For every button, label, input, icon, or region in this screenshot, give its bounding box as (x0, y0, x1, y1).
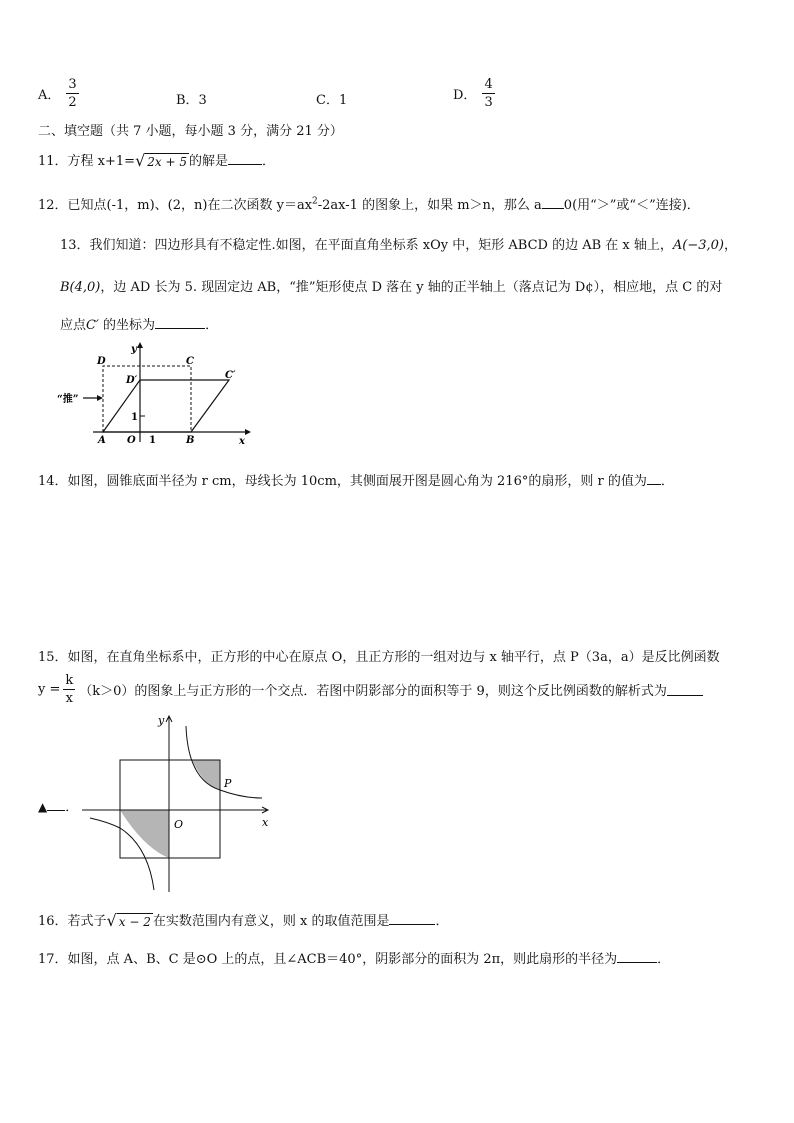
q15-shade-upper (192, 760, 220, 790)
answer-blank-13[interactable] (155, 316, 205, 329)
question-16 (38, 910, 448, 930)
question-13-line3 (60, 314, 218, 333)
answer-blank-15[interactable] (667, 683, 703, 696)
q15-triangle-icon: ▲ (38, 800, 48, 814)
option-d-fraction (482, 78, 494, 109)
option-a-fraction (66, 78, 78, 109)
q15-figure (82, 710, 282, 892)
q13-label-c-prime: C′ (225, 370, 236, 381)
q13-parallelogram (103, 380, 229, 432)
question-13-line2 (60, 276, 722, 295)
q14-end: ． (660, 474, 674, 489)
option-a (38, 78, 79, 109)
q13-point-a: A(−3,0) (672, 238, 725, 253)
q13-y-arrow-icon (137, 342, 143, 348)
question-12 (38, 194, 700, 213)
q13-label-b: B (186, 435, 195, 446)
q13-label-x: x (239, 436, 245, 447)
q17-text: 17．如图，点 A、B、C 是⊙O 上的点，且∠ACB＝40°，阴影部分的面积为 2π，则此扇形的半径为 (38, 952, 618, 967)
q13-label-y: y (131, 344, 137, 355)
q14-text: 14．如图，圆锥底面半径为 r cm，母线长为 10cm，其侧面展开图是圆心角为 216°的扇形，则 r 的值为 (38, 474, 647, 489)
q11-radicand: 2x + 5 (147, 155, 187, 169)
option-d (453, 78, 495, 109)
q13-label-d-prime: D′ (126, 375, 138, 386)
question-14 (38, 470, 674, 489)
option-d-denominator: 3 (484, 95, 493, 110)
answer-blank-14[interactable] (647, 472, 661, 485)
q15-label-o: O (174, 818, 184, 831)
q11-end: ． (262, 154, 276, 169)
q13-rect-abcd (103, 366, 191, 432)
q13-comma: ， (724, 238, 738, 253)
section-title: 二、填空题（共 7 小题，每小题 3 分，满分 21 分） (38, 124, 343, 139)
q12-text-b: -2ax-1 的图象上，如果 m＞n，那么 a (317, 198, 542, 213)
q15-end: ． (65, 800, 79, 815)
q15-denominator: x (65, 691, 73, 706)
option-b: B．3 (176, 93, 207, 108)
q13-line3-a: 应点 (60, 318, 87, 333)
q16-prefix: 16．若式子 (38, 914, 107, 929)
q13-x-arrow-icon (245, 429, 251, 435)
q16-radical: √ x − 2 (106, 911, 151, 930)
answer-blank-12[interactable] (542, 196, 564, 209)
q11-suffix: 的解是 (189, 154, 229, 169)
option-d-numerator: 4 (484, 77, 493, 92)
q15-answer-line (38, 796, 78, 815)
q13-label-o: O (127, 435, 136, 446)
question-13-line1 (60, 234, 737, 253)
q16-radicand: x − 2 (118, 915, 151, 929)
option-a-denominator: 2 (68, 95, 77, 110)
answer-blank-16[interactable] (389, 912, 435, 925)
q13-point-b: B(4,0) (60, 280, 101, 295)
q15-y-eq: y = (38, 682, 61, 697)
q13-label-one-x: 1 (149, 435, 156, 446)
option-c: C．1 (316, 93, 348, 108)
q17-end: ． (657, 952, 671, 967)
q12-text-c: 0(用“＞”或“＜”连接)． (563, 198, 700, 213)
q13-end: ． (205, 318, 219, 333)
q13-c-prime: C′ (86, 318, 99, 333)
q15-label-x: x (262, 816, 269, 829)
q13-line2-text: ，边 AD 长为 5. 现固定边 AB，“推”矩形使点 D 落在 y 轴的正半轴上（落点记为 D¢），相应地，点 C 的对 (100, 280, 723, 295)
q13-figure (55, 340, 255, 450)
answer-blank-15b[interactable] (47, 798, 65, 811)
question-15-line2 (38, 674, 703, 705)
answer-blank-17[interactable] (617, 950, 657, 963)
q13-label-one-y: 1 (131, 412, 138, 423)
q13-label-c: C (186, 356, 194, 367)
q13-push-label: “推” (57, 394, 79, 405)
option-d-label: D． (453, 88, 477, 103)
q15-fraction (63, 674, 75, 705)
question-15-line1: 15．如图，在直角坐标系中，正方形的中心在原点 O，且正方形的一组对边与 x 轴平行，点 P（3a，a）是反比例函数 (38, 650, 720, 665)
q13-line1-text: 13．我们知道：四边形具有不稳定性.如图，在平面直角坐标系 xOy 中，矩形 ABCD 的边 AB 在 x 轴上， (60, 238, 673, 253)
q15-label-y: y (158, 714, 165, 727)
q11-radical: √ 2x + 5 (135, 151, 187, 170)
answer-blank-11[interactable] (228, 152, 262, 165)
q12-superscript: 2 (312, 196, 318, 207)
option-a-label: A． (38, 88, 61, 103)
q16-suffix: 在实数范围内有意义，则 x 的取值范围是 (152, 914, 390, 929)
q11-prefix: 11．方程 x+1= (38, 154, 136, 169)
q15-label-p: P (224, 777, 232, 790)
q13-label-a: A (98, 435, 106, 446)
question-11 (38, 150, 275, 170)
q13-line3-b: 的坐标为 (98, 318, 156, 333)
q12-text-a: 12．已知点(-1，m)、(2，n)在二次函数 y＝ax (38, 198, 313, 213)
q13-push-arrow-icon (97, 395, 103, 401)
q16-end: ． (435, 914, 449, 929)
q13-label-d: D (97, 356, 106, 367)
q15-line2-text: （k＞0）的图象上与正方形的一个交点．若图中阴影部分的面积等于 9，则这个反比例函数的解析式为 (79, 684, 667, 699)
q15-numerator: k (65, 673, 74, 688)
option-a-numerator: 3 (68, 77, 77, 92)
question-17 (38, 948, 670, 967)
